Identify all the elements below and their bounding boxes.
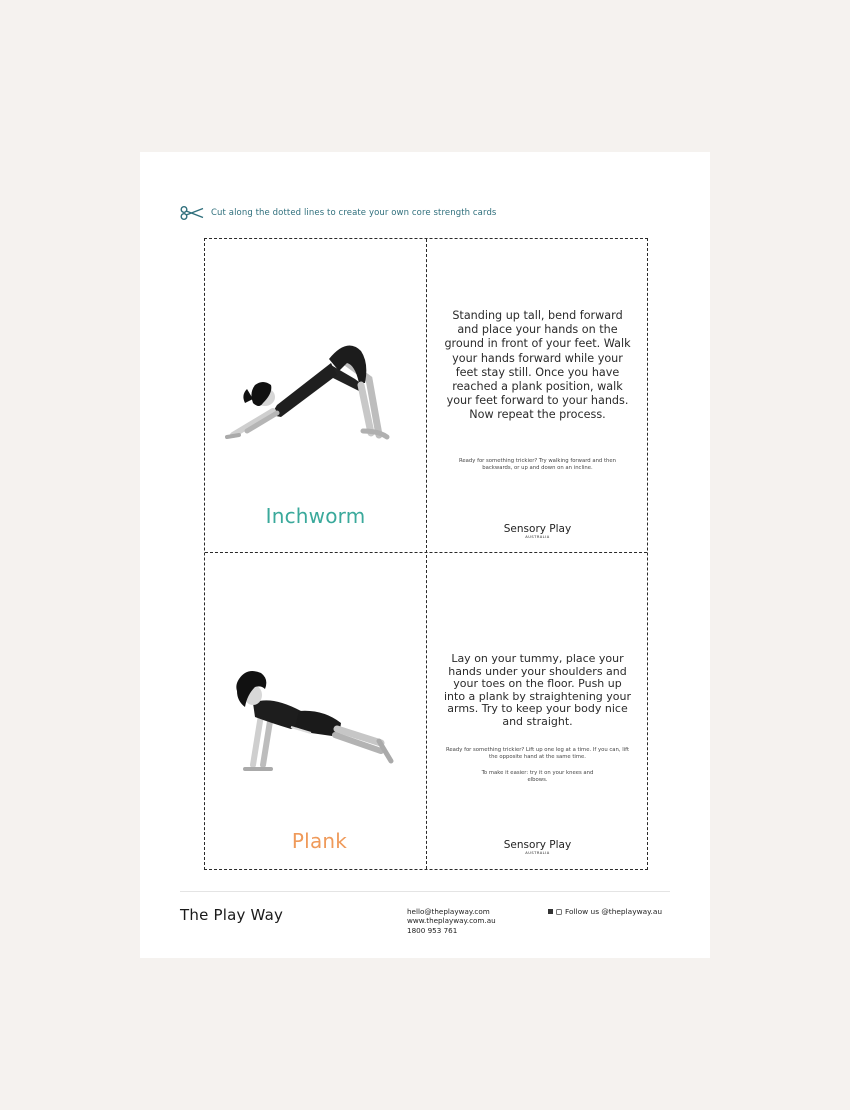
plank-description: Lay on your tummy, place your hands under your shoulders and your toes on the floor. Push up into a plank by straightening your arms. Try to keep your body nice and straight.	[443, 652, 632, 728]
social-follow	[548, 907, 662, 916]
cut-instruction-text: Cut along the dotted lines to create your own core strength cards	[211, 208, 497, 218]
brand-name: Sensory Play	[503, 839, 572, 851]
plank-picture-card	[205, 553, 426, 869]
brand-subtitle: AUSTRALIA	[525, 851, 550, 855]
inchworm-description: Standing up tall, bend forward and place your hands on the ground in front of your feet. Walk your hands forward while your feet stay still. Once you have reached a plank position, walk your feet forward to your hands. Now repeat the process.	[444, 309, 631, 422]
card-cut-grid	[204, 238, 648, 870]
scissors-icon	[180, 206, 204, 220]
sensory-play-logo	[427, 839, 648, 856]
plank-title: Plank	[291, 829, 348, 853]
plank-tip-easier: To make it easier: try it on your knees and elbows.	[481, 770, 594, 783]
instagram-icon	[556, 909, 562, 915]
plank-tip-harder: Ready for something trickier? Lift up one leg at a time. If you can, lift the opposite hand at the same time.	[445, 747, 630, 760]
brand-subtitle: AUSTRALIA	[525, 535, 550, 539]
child-inchworm-pose-illustration	[219, 339, 399, 449]
plank-instructions-card	[427, 553, 648, 869]
facebook-icon	[548, 909, 553, 914]
contact-phone: 1800 953 761	[407, 925, 458, 935]
contact-email: hello@theplayway.com	[407, 907, 490, 916]
contact-details	[407, 907, 496, 935]
inchworm-tip: Ready for something trickier? Try walking forward and then backwards, or up and down on an incline.	[458, 458, 617, 471]
inchworm-instructions-card	[427, 239, 648, 552]
child-plank-pose-illustration	[231, 665, 401, 777]
footer-divider	[180, 891, 670, 892]
contact-website: www.theplayway.com.au	[407, 916, 496, 926]
printable-sheet	[140, 152, 710, 958]
social-follow-text: Follow us @theplayway.au	[565, 907, 663, 916]
cut-instruction	[180, 206, 496, 220]
sensory-play-logo	[427, 523, 648, 540]
inchworm-title: Inchworm	[265, 504, 366, 528]
brand-name: Sensory Play	[503, 523, 572, 535]
the-play-way-logo: The Play Way	[180, 906, 284, 924]
inchworm-picture-card	[205, 239, 426, 552]
